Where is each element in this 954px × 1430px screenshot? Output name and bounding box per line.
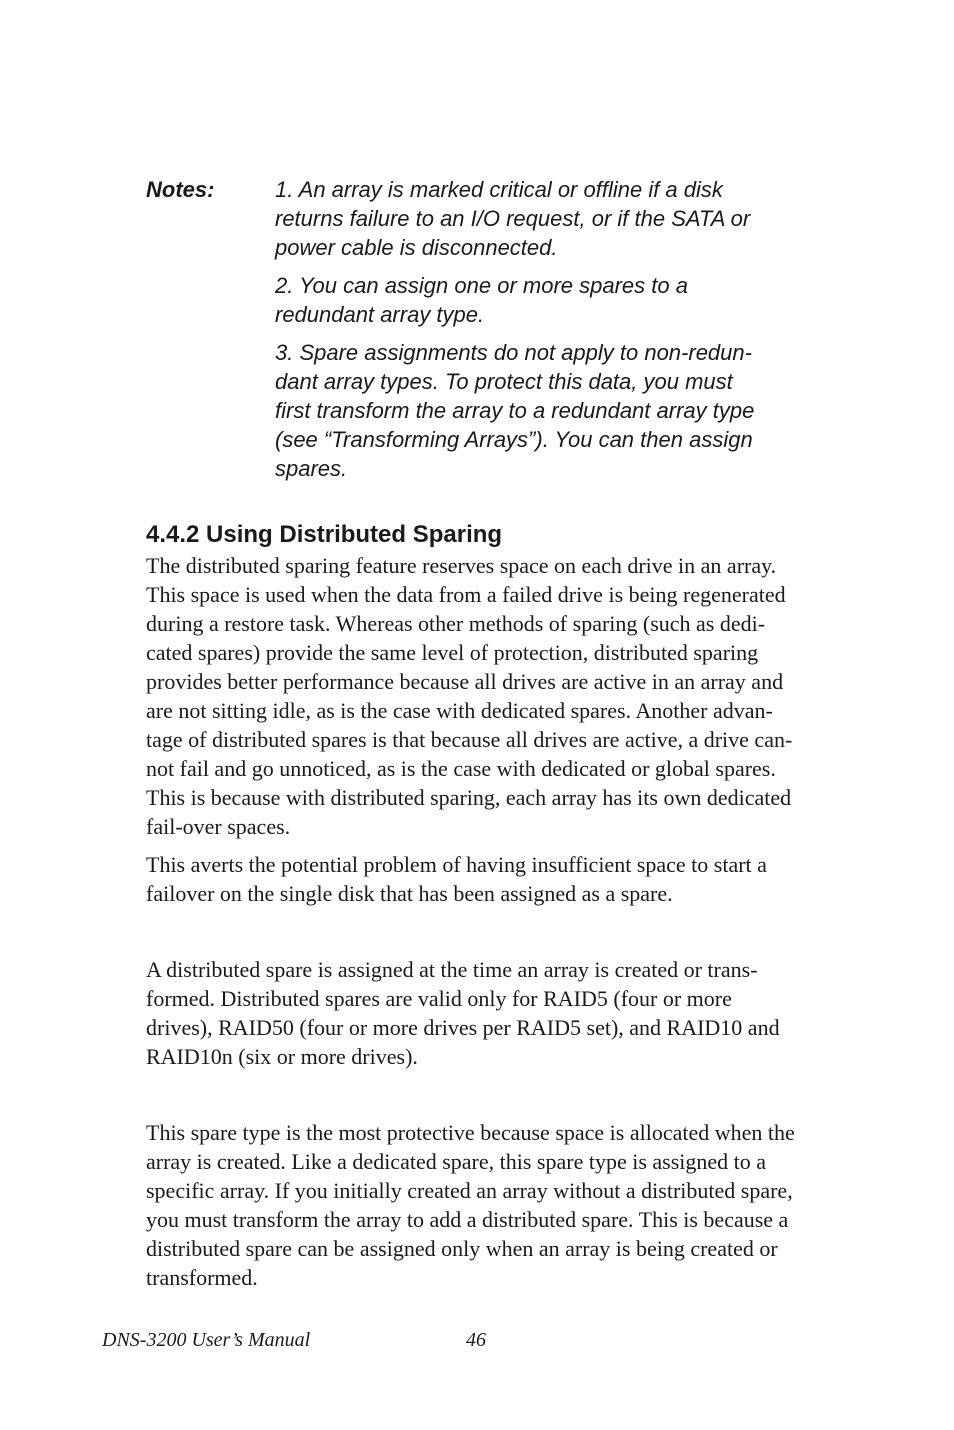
paragraph-line: fail-over spaces. [146,814,291,839]
paragraph-line: This averts the potential problem of having insufficient space to start a [146,852,767,877]
paragraph-line: failover on the single disk that has been assigned as a spare. [146,881,673,906]
note-line: power cable is disconnected. [275,235,558,260]
footer-page-number: 46 [466,1329,486,1351]
paragraph-line: drives), RAID50 (four or more drives per RAID5 set), and RAID10 and [146,1015,780,1040]
paragraph-line: are not sitting idle, as is the case with dedicated spares. Another advan- [146,698,773,723]
note-line: returns failure to an I/O request, or if the SATA or [275,206,751,231]
notes-label: Notes: [146,177,215,202]
note-line: spares. [275,456,348,481]
paragraph-line: formed. Distributed spares are valid only for RAID5 (four or more [146,986,732,1011]
section-content [146,519,866,1292]
paragraph-line: provides better performance because all drives are active in an array and [146,669,784,694]
paragraph-2 [146,850,866,908]
paragraph-line: A distributed spare is assigned at the time an array is created or trans- [146,957,758,982]
paragraph-line: RAID10n (six or more drives). [146,1044,418,1069]
paragraph-4 [146,1118,866,1292]
note-line: (see “Transforming Arrays”). You can then assign [275,427,753,452]
note-item-3 [275,338,815,483]
paragraph-line: tage of distributed spares is that because all drives are active, a drive can- [146,727,793,752]
note-line: first transform the array to a redundant array type [275,398,755,423]
note-line: dant array types. To protect this data, you must [275,369,733,394]
paragraph-line: This space is used when the data from a failed drive is being regenerated [146,582,786,607]
paragraph-line: you must transform the array to add a distributed spare. This is because a [146,1207,789,1232]
paragraph-line: This is because with distributed sparing, each array has its own dedicated [146,785,792,810]
note-line: 3. Spare assignments do not apply to non-redun- [275,340,752,365]
paragraph-line: This spare type is the most protective because space is allocated when the [146,1120,795,1145]
paragraph-line: during a restore task. Whereas other methods of sparing (such as dedi- [146,611,766,636]
paragraph-line: not fail and go unnoticed, as is the case with dedicated or global spares. [146,756,776,781]
note-line: 1. An array is marked critical or offline if a disk [275,177,723,202]
notes-list [275,175,815,492]
paragraph-line: array is created. Like a dedicated spare, this spare type is assigned to a [146,1149,767,1174]
note-line: redundant array type. [275,302,485,327]
paragraph-line: transformed. [146,1265,258,1290]
paragraph-line: The distributed sparing feature reserves space on each drive in an array. [146,553,777,578]
paragraph-1 [146,551,866,841]
paragraph-line: distributed spare can be assigned only when an array is being created or [146,1236,778,1261]
footer-manual-title: DNS-3200 User’s Manual [102,1329,311,1351]
paragraph-line: cated spares) provide the same level of protection, distributed sparing [146,640,759,665]
note-line: 2. You can assign one or more spares to a [275,273,688,298]
section-heading: 4.4.2 Using Distributed Sparing [146,521,503,548]
paragraph-3 [146,955,866,1071]
note-item-1 [275,175,815,262]
paragraph-line: specific array. If you initially created an array without a distributed spare, [146,1178,793,1203]
note-item-2 [275,271,815,329]
